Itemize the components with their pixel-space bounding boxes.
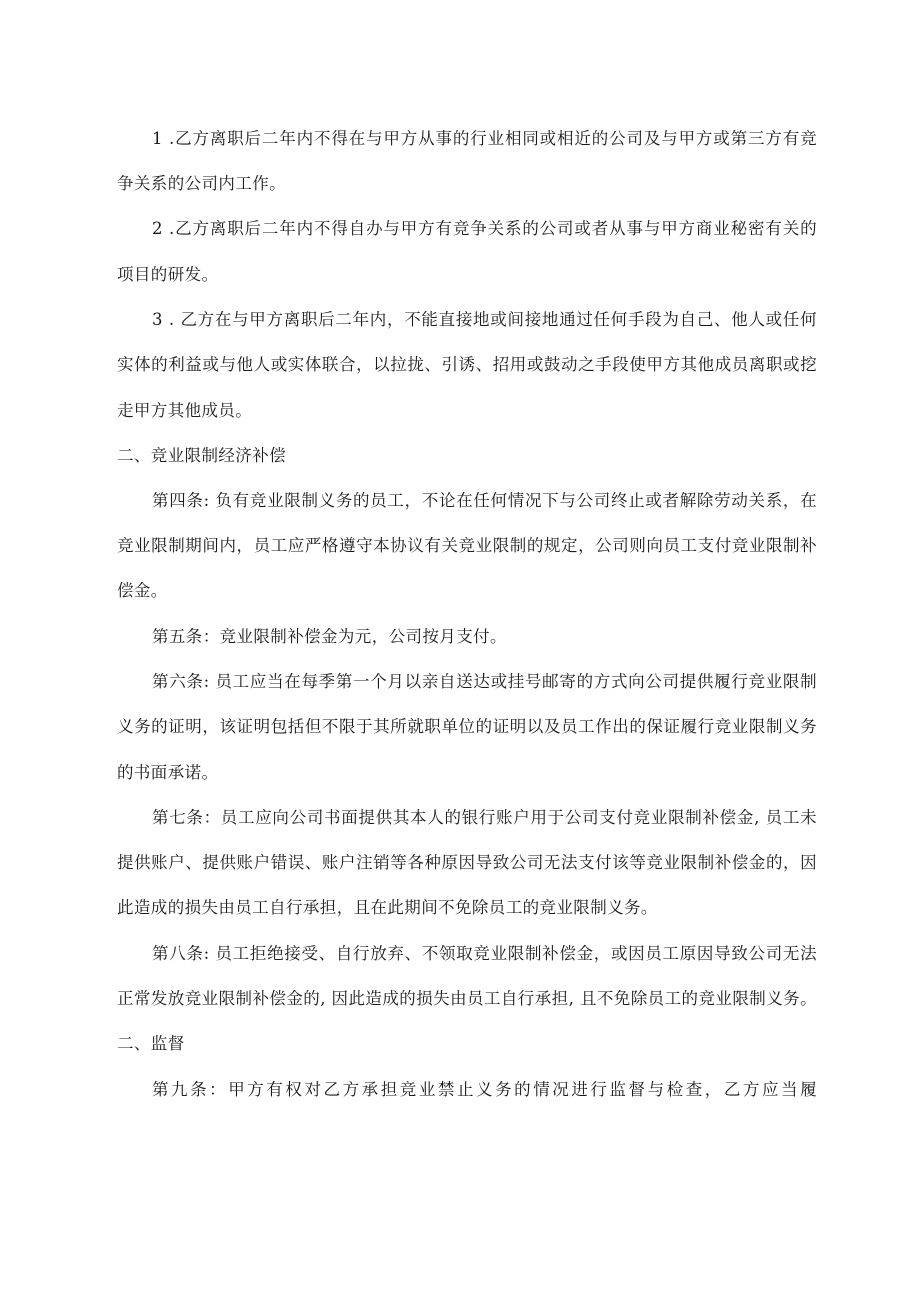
paragraph-2-line-2: 项目的研发。 bbox=[117, 265, 219, 284]
paragraph-1-line-1: 1 .乙方离职后二年内不得在与甲方从事的行业相同或相近的公司及与甲方或第三方有竞 bbox=[152, 129, 817, 148]
article-4-line-3: 偿金。 bbox=[117, 581, 168, 600]
article-7-line-2: 提供账户、提供账户错误、账户注销等各种原因导致公司无法支付该等竞业限制补偿金的，因 bbox=[117, 853, 817, 872]
paragraph-2-line-1: 2 .乙方离职后二年内不得自办与甲方有竞争关系的公司或者从事与甲方商业秘密有关的 bbox=[152, 219, 817, 238]
section-heading-supervision: 二、监督 bbox=[117, 1034, 185, 1053]
article-8-line-2: 正常发放竞业限制补偿金的, 因此造成的损失由员工自行承担, 且不免除员工的竞业限制义务。 bbox=[117, 989, 817, 1008]
paragraph-3-line-1: 3 . 乙方在与甲方离职后二年内，不能直接地或间接地通过任何手段为自己、他人或任何 bbox=[152, 310, 817, 329]
article-6-line-3: 的书面承诺。 bbox=[117, 763, 219, 782]
article-8-line-1: 第八条: 员工拒绝接受、自行放弃、不领取竞业限制补偿金，或因员工原因导致公司无法 bbox=[152, 944, 817, 963]
article-4-line-2: 竞业限制期间内，员工应严格遵守本协议有关竞业限制的规定，公司则向员工支付竞业限制补 bbox=[117, 536, 817, 555]
article-6-line-1: 第六条: 员工应当在每季第一个月以亲自送达或挂号邮寄的方式向公司提供履行竞业限制 bbox=[152, 672, 817, 691]
paragraph-3-line-2: 实体的利益或与他人或实体联合，以拉拢、引诱、招用或鼓动之手段使甲方其他成员离职或挖 bbox=[117, 355, 817, 374]
article-7-line-3: 此造成的损失由员工自行承担，且在此期间不免除员工的竞业限制义务。 bbox=[117, 898, 658, 917]
paragraph-3-line-3: 走甲方其他成员。 bbox=[117, 401, 253, 420]
article-4-line-1: 第四条: 负有竞业限制义务的员工，不论在任何情况下与公司终止或者解除劳动关系，在 bbox=[152, 491, 817, 510]
paragraph-1-line-2: 争关系的公司内工作。 bbox=[117, 174, 286, 193]
section-heading-compensation: 二、竞业限制经济补偿 bbox=[117, 446, 286, 465]
article-6-line-2: 义务的证明，该证明包括但不限于其所就职单位的证明以及员工作出的保证履行竞业限制义务 bbox=[117, 717, 817, 736]
article-7-line-1: 第七条：员工应向公司书面提供其本人的银行账户用于公司支付竞业限制补偿金, 员工未 bbox=[152, 808, 817, 827]
article-5-line-1: 第五条：竞业限制补偿金为元，公司按月支付。 bbox=[152, 627, 507, 646]
article-9-line-1: 第九条：甲方有权对乙方承担竞业禁止义务的情况进行监督与检查，乙方应当履 bbox=[152, 1080, 817, 1099]
